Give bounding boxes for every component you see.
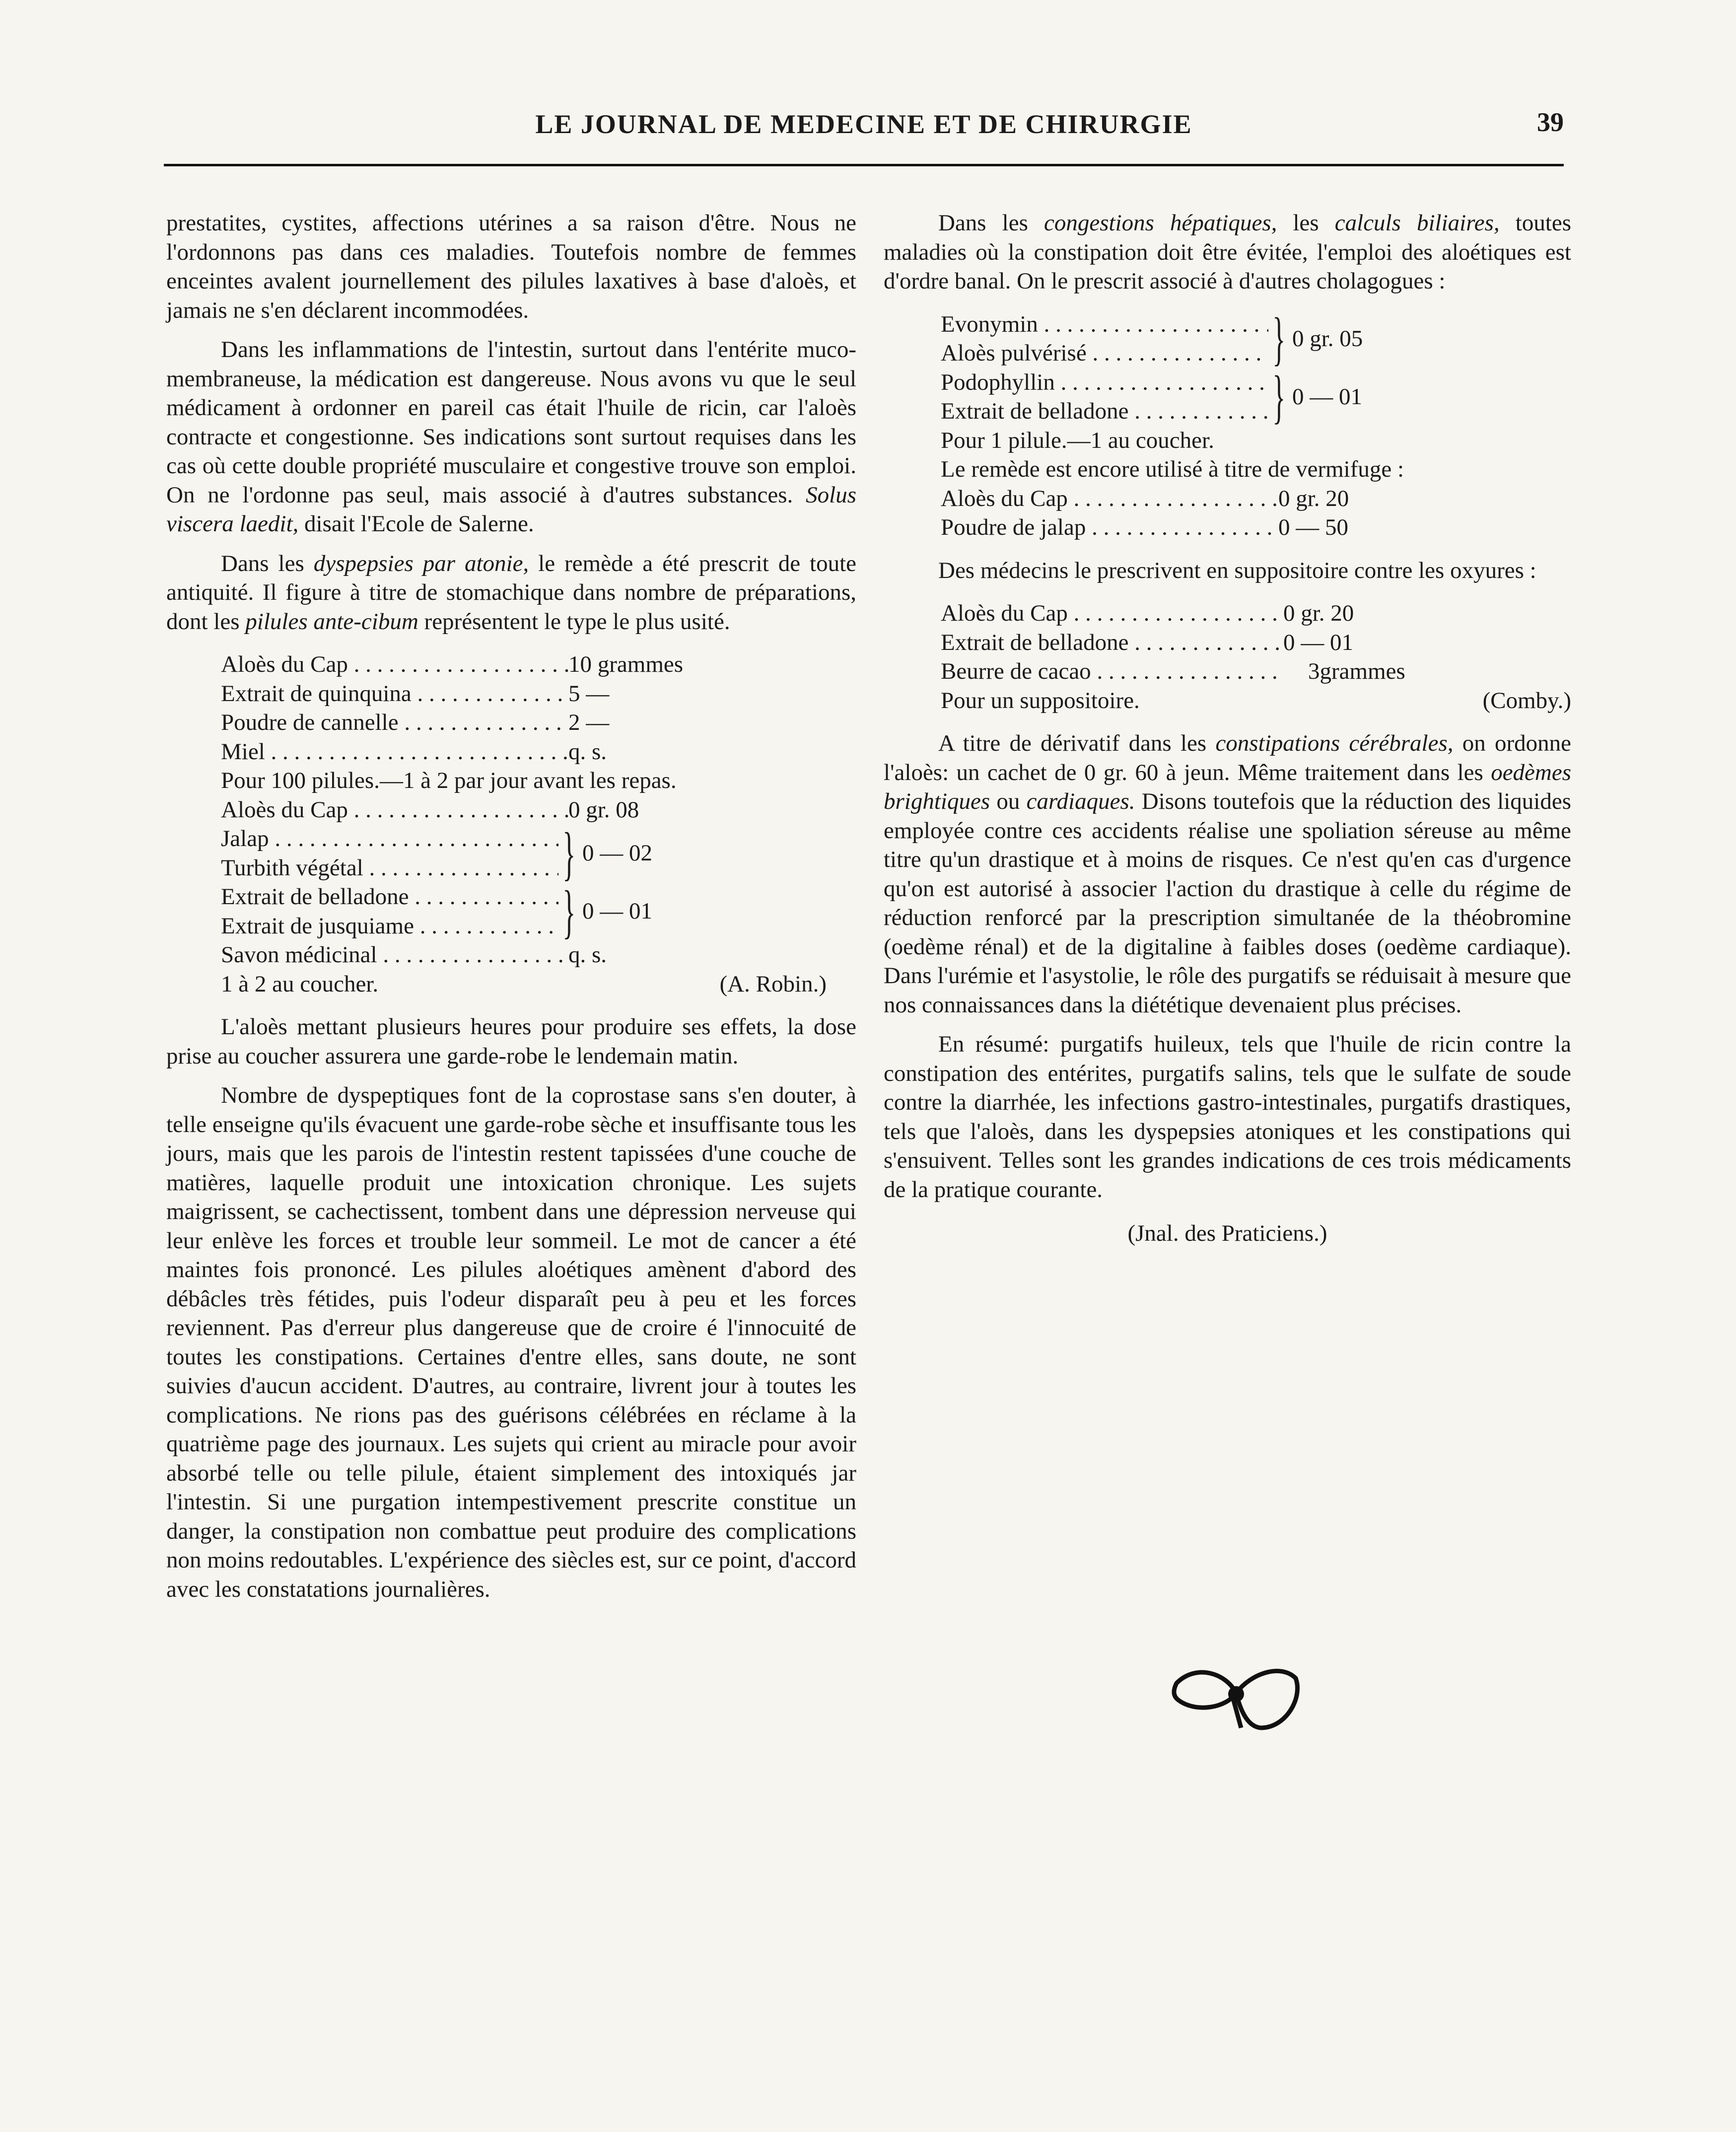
text-run: toutes maladies où la constipation doit être évitée, l'emploi des aloétiques est d'ordre banal. On le prescrit associé à d'autres cholagogues : — [884, 210, 1572, 294]
text-run: Disons toutefois que la réduction des liquides employée contre ces accidents réalise une spoliation séreuse au même titre qu'un drastique et à moins de risques. Ce n'est qu'en cas d'urgence qu'on est autorisé à associer l'action du drastique à celle du régime de réduction renforcé par la prescription simultanée de la théobromine (oedème rénal) et de la digitaline à faibles doses (oedème cardiaque). Dans l'urémie et l'asystolie, le rôle des purgatifs se réduisait à mesure que nos connaissances dans la diététique devenaient plus précises. — [884, 788, 1572, 1018]
paragraph — [166, 335, 856, 539]
ingredient: Aloès du Cap . . . — [941, 484, 1278, 513]
prescription-line — [221, 737, 856, 767]
paragraph — [884, 729, 1571, 1019]
prescription-group — [221, 878, 856, 944]
text-run: on ordonne l'aloès: un cachet de 0 gr. 60 à jeun. Même traitement dans les — [884, 730, 1571, 785]
ingredient: Aloès pulvérisé . . . — [941, 339, 1268, 368]
paragraph — [166, 549, 856, 637]
paragraph: Des médecins le prescrivent en suppositoire contre les oxyures : — [938, 557, 1536, 583]
dosage-note: Pour un suppositoire. — [941, 687, 1140, 713]
prescription-line — [221, 795, 856, 825]
quantity: 0 — 01 — [582, 898, 652, 924]
paragraph: En résumé: purgatifs huileux, tels que l'huile de ricin contre la constipation des entérites, purgatifs salins, tels que le sulfate de soude contre la diarrhée, les infections gastro-intestinales, purgatifs drastiques, tels que l'aloès, dans les dyspepsies atoniques et les constipations qui s'ensuivent. Telles sont les grandes indications de ces trois médicaments de la pratique courante. — [884, 1031, 1571, 1203]
text-run: disait l'Ecole de Salerne. — [304, 511, 534, 537]
prescription-note — [221, 970, 856, 999]
prescription-cholagogue — [941, 305, 1571, 542]
text-run: ou — [996, 788, 1020, 814]
quantity: 0 — 50 — [1278, 514, 1348, 540]
prescription-note: Le remède est encore utilisé à titre de vermifuge : — [941, 456, 1404, 482]
quantity: 0 — 01 — [1283, 629, 1353, 655]
prescription-line — [941, 484, 1571, 513]
quantity: 0 gr. 20 — [1283, 600, 1354, 626]
brace-icon: } — [1272, 305, 1286, 371]
prescription-line — [221, 650, 856, 679]
text-run: le remède a été prescrit de toute antiquité. Il figure à titre de stomachique dans nombre de préparations, dont les — [166, 550, 857, 635]
running-header — [159, 102, 1569, 146]
text-run: Dans les — [938, 210, 1028, 236]
prescription-line — [221, 679, 856, 709]
brace-icon: } — [1272, 363, 1286, 429]
quantity: 10 grammes — [568, 651, 684, 677]
text-run: les — [1293, 210, 1319, 236]
latin-quote: Solus viscera laedit, — [166, 482, 856, 537]
prescription-group — [941, 305, 1571, 371]
quantity: 0 gr. 05 — [1292, 325, 1363, 352]
quantity: 0 — 02 — [582, 840, 652, 866]
paragraph: L'aloès mettant plusieurs heures pour produire ses effets, la dose prise au coucher assurera une garde-robe le lendemain matin. — [166, 1014, 856, 1069]
text-run: A titre de dérivatif dans les — [938, 730, 1207, 756]
ingredient: Savon médicinal . . . — [221, 940, 568, 970]
emphasis: dyspepsies par atonie, — [313, 550, 529, 576]
quantity: 5 — — [568, 680, 610, 707]
emphasis: calculs biliaires, — [1334, 210, 1500, 236]
header-rule — [164, 164, 1564, 166]
paragraph: prestatites, cystites, affections utérines a sa raison d'être. Nous ne l'ordonnons pas dans ces maladies. Toutefois nombre de femmes enceintes avalent journellement des pilules laxatives à base d'aloès, et jamais ne s'en déclarent incommodées. — [166, 210, 856, 323]
ingredient: Aloès du Cap . . . — [221, 650, 568, 679]
prescription-suppository — [941, 599, 1571, 715]
text-run: Dans les inflammations de l'intestin, surtout dans l'entérite muco-membraneuse, la médication est dangereuse. Nous avons vu que le seul médicament à ordonner en pareil cas était l'huile de ricin, car l'aloès contracte et congestionne. Ses indications sont surtout requises dans les cas où cette double propriété musculaire et congestive trouve son emploi. On ne l'ordonne pas seul, mais associé à d'autres substances. — [166, 337, 856, 508]
prescription-ante-cibum — [221, 650, 856, 998]
emphasis: pilules ante-cibum — [245, 608, 418, 635]
prescription-line — [941, 513, 1571, 542]
ingredient: Extrait de jusquiame . . . — [221, 912, 558, 941]
quantity: 0 gr. 08 — [568, 796, 639, 823]
emphasis: congestions hépatiques, — [1043, 210, 1277, 236]
quantity: 3grammes — [1308, 658, 1405, 684]
ingredient: Aloès du Cap . . . — [941, 599, 1283, 628]
source-credit: (Comby.) — [1482, 687, 1571, 713]
ingredient: Beurre de cacao . . . — [941, 657, 1283, 686]
prescription-line — [941, 657, 1571, 686]
prescription-line — [941, 599, 1571, 628]
source-credit: (A. Robin.) — [719, 971, 827, 997]
ingredient: Extrait de belladone . . . — [221, 882, 558, 912]
ingredient: Extrait de belladone . . . — [941, 397, 1268, 426]
ingredient: Extrait de quinquina . . . — [221, 679, 568, 709]
ingredient: Turbith végétal . . . — [221, 853, 558, 883]
knot-ornament-icon — [1167, 1653, 1306, 1738]
prescription-line — [221, 940, 856, 970]
prescription-group — [941, 363, 1571, 429]
page-number: 39 — [1537, 107, 1564, 137]
ingredient: Poudre de jalap . . . — [941, 513, 1278, 542]
left-column — [166, 209, 856, 1614]
prescription-note: Pour 100 pilules.—1 à 2 par jour avant les repas. — [221, 768, 677, 793]
emphasis: cardiaques. — [1026, 788, 1135, 814]
ingredient: Poudre de cannelle . . . — [221, 708, 568, 737]
ingredient: Aloès du Cap . . . — [221, 795, 568, 825]
brace-icon: } — [562, 878, 576, 944]
emphasis: oedèmes brightiques — [884, 759, 1572, 814]
brace-icon: } — [562, 820, 576, 886]
ingredient: Evonymin . . . — [941, 310, 1268, 339]
prescription-line — [941, 628, 1571, 657]
source-attribution: (Jnal. des Praticiens.) — [1127, 1220, 1327, 1246]
text-run: Dans les — [221, 550, 304, 576]
ingredient: Podophyllin . . . — [941, 368, 1268, 397]
paragraph — [884, 209, 1571, 296]
quantity: 2 — — [568, 710, 610, 735]
paragraph: Nombre de dyspeptiques font de la coprostase sans s'en douter, à telle enseigne qu'ils évacuent une garde-robe sèche et insuffisante tous les jours, mais que les parois de l'intestin restent tapissées d'une couche de matières, laquelle produit une intoxication chronique. Les sujets maigrissent, se cachectissent, tombent dans une dépression nerveuse qui leur enlève les forces et trouble leur sommeil. Le mot de cancer a été maintes fois prononcé. Les pilules aloétiques amènent d'abord des débâcles très fétides, puis l'odeur disparaît peu à peu et les forces reviennent. Pas d'erreur plus dangereuse que de croire é l'innocuité de toutes les constipations. Certaines d'entre elles, sans doute, ne sont suivies d'aucun accident. D'autres, au contraire, livrent jour à toutes les complications. Ne rions pas des guérisons célébrées en réclame à la quatrième page des journaux. Les sujets qui crient au miracle pour avoir absorbé telle ou telle pilule, étaient simplement des intoxiqués jar l'intestin. Si une purgation intempestivement prescrite constitue un danger, la constipation non combattue peut produire des complications non moins redoutables. L'expérience des siècles est, sur ce point, d'accord avec les constatations journalières. — [166, 1082, 856, 1602]
text-run: représentent le type le plus usité. — [424, 608, 730, 635]
quantity: 0 — 01 — [1292, 383, 1362, 410]
right-column — [884, 209, 1571, 1248]
quantity: q. s. — [568, 738, 607, 765]
ingredient: Extrait de belladone . . . — [941, 628, 1283, 657]
ingredient: Jalap . . . — [221, 824, 558, 853]
quantity: q. s. — [568, 942, 607, 968]
quantity: 0 gr. 20 — [1278, 485, 1349, 511]
prescription-group — [221, 820, 856, 886]
dosage-note: 1 à 2 au coucher. — [221, 971, 379, 997]
ingredient: Miel . . . — [221, 737, 568, 767]
emphasis: constipations cérébrales, — [1215, 730, 1454, 756]
prescription-line — [221, 708, 856, 737]
prescription-note: Pour 1 pilule.—1 au coucher. — [941, 427, 1214, 453]
prescription-note — [941, 686, 1571, 715]
journal-title: LE JOURNAL DE MEDECINE ET DE CHIRURGIE — [535, 109, 1192, 139]
